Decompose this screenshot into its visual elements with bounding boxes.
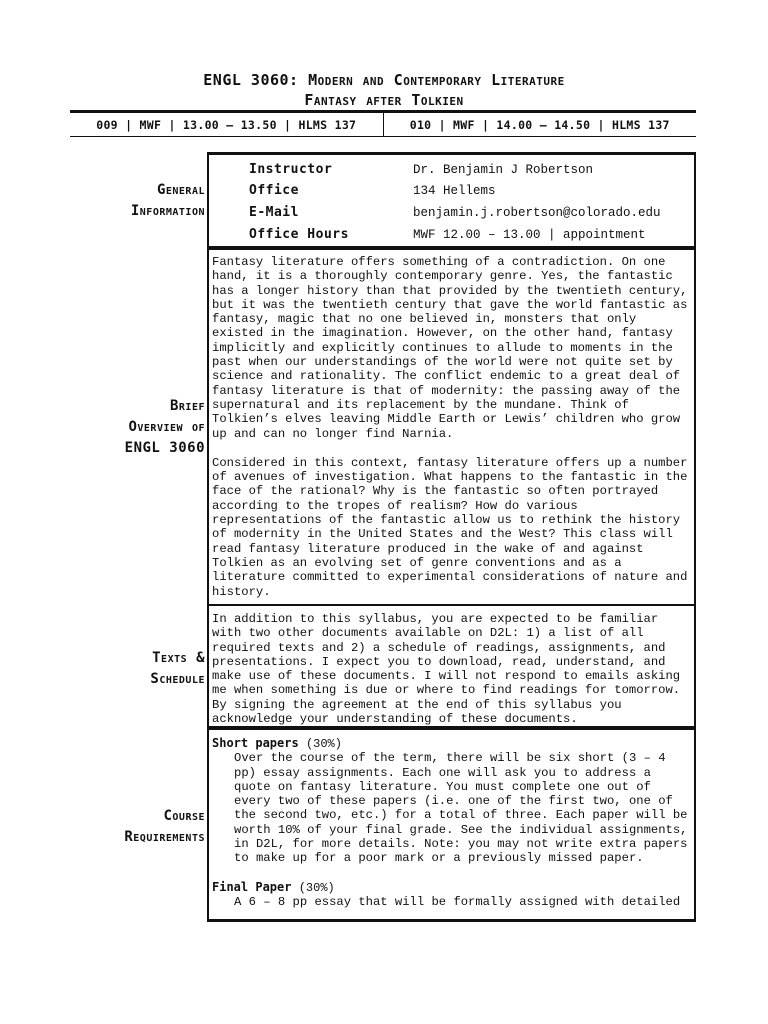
info-value: 134 Hellems (413, 184, 496, 198)
info-row-email (249, 202, 661, 224)
requirement-heading-short-papers (212, 736, 691, 751)
requirement-heading-final-paper (212, 880, 691, 895)
overview-label-line2: Overview of (128, 419, 205, 435)
info-key: Instructor (249, 162, 333, 177)
requirements-box (207, 728, 696, 922)
texts-label-line1: Texts & (152, 650, 205, 666)
requirements-label-line2: Requirements (124, 829, 205, 845)
info-value: benjamin.j.robertson@colorado.edu (413, 206, 661, 220)
info-value: Dr. Benjamin J Robertson (413, 163, 594, 177)
overview-label-line1: Brief (169, 398, 205, 414)
general-info-label-line1: General (156, 182, 205, 198)
texts-paragraph: In addition to this syllabus, you are expected to be familiar with two other documents available on D2L: 1) a list of all required texts and 2) a schedule of readings, assignments, and presentations. I expect you to download, read, understand, and make use of these documents. I will not respond to emails asking me when something is due or where to find readings for tomorrow. By signing the agreement at the end of this syllabus you acknowledge your understanding of these documents. (212, 612, 681, 727)
requirements-label-line1: Course (163, 808, 205, 824)
overview-label (125, 396, 205, 459)
general-info-label (131, 180, 205, 222)
info-key: Office Hours (249, 227, 349, 242)
requirements-label (124, 806, 205, 848)
info-row-instructor (249, 159, 593, 181)
info-row-office-hours (249, 224, 646, 246)
requirement-weight: (30%) (298, 880, 335, 895)
section-009: 009 | MWF | 13.00 – 13.50 | HLMS 137 (96, 117, 357, 132)
requirement-body-final-paper: A 6 – 8 pp essay that will be formally assigned with detailed (234, 894, 681, 909)
general-info-label-line2: Information (130, 203, 205, 219)
texts-label (150, 648, 205, 690)
info-key: E-Mail (249, 205, 299, 220)
info-row-office (249, 180, 496, 202)
requirement-weight: (30%) (305, 737, 342, 751)
course-subtitle: Fantasy after Tolkien (304, 91, 464, 109)
overview-paragraph-1: Fantasy literature offers something of a contradiction. On one hand, it is a thoroughly contemporary genre. Yes, the fantastic has a longer history than that provided by the twentieth century, but it was the twentieth century that gave the world fantastic as fantasy, magic that no one believed in, monsters that only existed in the imagination. However, on the other hand, fantasy implicitly and explicitly continues to allude to moments in the past when our understandings of the world were not quite set by science and rationality. The conflict endemic to a great deal of fantasy literature is that of modernity: the passing away of the supernatural and its replacement by the mundane. Think of Tolkien’s elves leaving Middle Earth or Lewis’ children who grow up and can no longer find Narnia. (212, 255, 688, 441)
texts-label-line2: Schedule (150, 671, 205, 687)
info-key: Office (249, 183, 299, 198)
requirement-title: Short papers (212, 736, 299, 750)
requirement-body-short-papers: Over the course of the term, there will be six short (3 – 4 pp) essay assignments. Each one will ask you to address a quote on fantasy literature. You must complete one out of every two of these papers (i.e. one of the first two, one of the second two, etc.) for a total of three. Each paper will be worth 10% of your final grade. See the individual assignments, in D2L, for more details. Note: you may not write extra papers to make up for a poor mark or a previously missed paper. (234, 751, 688, 866)
overview-box (207, 248, 696, 606)
general-info-box (207, 152, 696, 248)
course-title: ENGL 3060: Modern and Contemporary Literature (203, 71, 565, 89)
texts-box (207, 604, 696, 728)
section-bar (70, 110, 696, 137)
section-010: 010 | MWF | 14.00 – 14.50 | HLMS 137 (409, 117, 670, 132)
document-title (0, 70, 768, 110)
overview-paragraph-2: Considered in this context, fantasy literature offers up a number of avenues of investigation. What happens to the fantastic in the face of the rational? Why is the fantastic so often portrayed according to the tropes of realism? How do various representations of the fantastic allow us to rethink the history of modernity in the United States and the West? This class will read fantasy literature produced in the wake of and against Tolkien as an evolving set of genre conventions and as a literature committed to experimental considerations of nature and history. (212, 455, 688, 599)
requirement-title: Final Paper (212, 879, 292, 894)
info-value: MWF 12.00 – 13.00 | appointment (413, 228, 646, 242)
overview-label-line3: ENGL 3060 (124, 440, 205, 456)
